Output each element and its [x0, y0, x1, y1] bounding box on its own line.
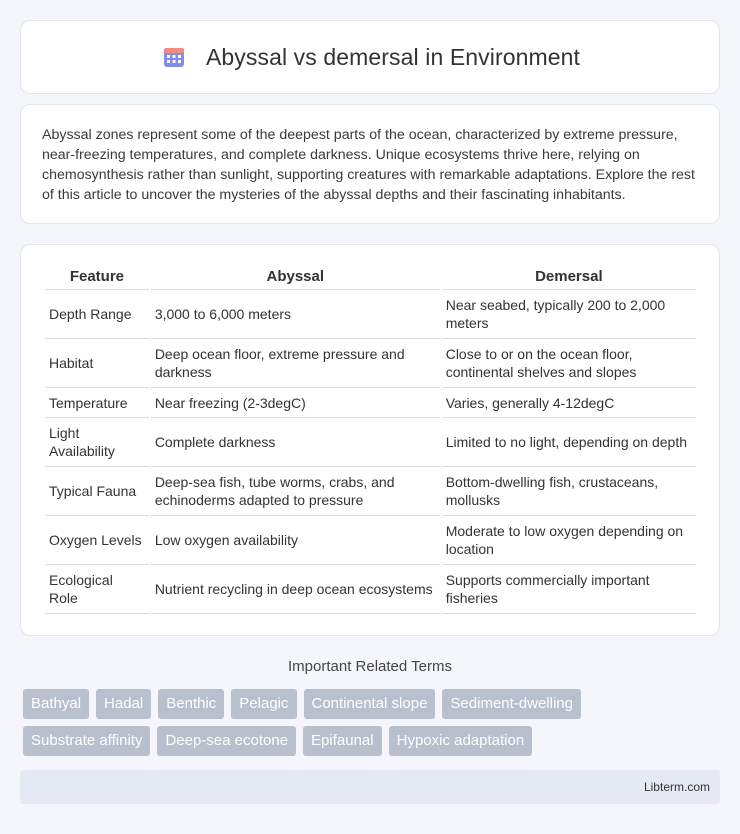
tag-continental-slope[interactable]: Continental slope — [304, 689, 436, 719]
tag-epifaunal[interactable]: Epifaunal — [303, 726, 382, 756]
table-row — [45, 290, 696, 339]
table-row — [45, 467, 696, 516]
related-terms-title: Important Related Terms — [288, 658, 452, 675]
row-demersal: Close to or on the ocean floor, continental shelves and slopes — [442, 339, 696, 388]
row-feature: Typical Fauna — [45, 467, 149, 516]
row-demersal: Varies, generally 4-12degC — [442, 388, 696, 418]
header-card — [20, 20, 720, 94]
row-feature: Oxygen Levels — [45, 516, 149, 565]
tag-bathyal[interactable]: Bathyal — [23, 689, 89, 719]
table-row — [45, 516, 696, 565]
footer — [20, 770, 720, 804]
header-feature: Feature — [45, 265, 149, 290]
comparison-table — [43, 265, 698, 614]
tag-benthic[interactable]: Benthic — [158, 689, 224, 719]
tag-row — [23, 689, 723, 719]
calendar-icon — [160, 43, 188, 71]
row-demersal: Moderate to low oxygen depending on location — [442, 516, 696, 565]
table-row — [45, 565, 696, 614]
row-feature: Depth Range — [45, 290, 149, 339]
table-row — [45, 388, 696, 418]
row-abyssal: Nutrient recycling in deep ocean ecosystems — [151, 565, 440, 614]
related-terms-tags — [23, 689, 723, 763]
table-header-row — [45, 265, 696, 290]
tag-row — [23, 726, 723, 756]
tag-pelagic[interactable]: Pelagic — [231, 689, 296, 719]
row-demersal: Near seabed, typically 200 to 2,000 meters — [442, 290, 696, 339]
tag-hadal[interactable]: Hadal — [96, 689, 151, 719]
tag-substrate-affinity[interactable]: Substrate affinity — [23, 726, 150, 756]
row-abyssal: Complete darkness — [151, 418, 440, 467]
intro-card — [20, 104, 720, 224]
row-feature: Habitat — [45, 339, 149, 388]
tag-hypoxic-adaptation[interactable]: Hypoxic adaptation — [389, 726, 533, 756]
title-wrap — [160, 43, 580, 71]
row-demersal: Limited to no light, depending on depth — [442, 418, 696, 467]
row-abyssal: Near freezing (2-3degC) — [151, 388, 440, 418]
row-feature: Light Availability — [45, 418, 149, 467]
header-abyssal: Abyssal — [151, 265, 440, 290]
row-abyssal: Deep-sea fish, tube worms, crabs, and echinoderms adapted to pressure — [151, 467, 440, 516]
row-feature: Ecological Role — [45, 565, 149, 614]
intro-text: Abyssal zones represent some of the deepest parts of the ocean, characterized by extreme pressure, near-freezing temperatures, and complete darkness. Unique ecosystems thrive here, relying on chemosynthesis rather than sunlight, supporting creatures with remarkable adaptations. Explore the rest of this article to uncover the mysteries of the abyssal depths and their fascinating inhabitants. — [42, 127, 695, 203]
tag-sediment-dwelling[interactable]: Sediment-dwelling — [442, 689, 581, 719]
tag-deep-sea-ecotone[interactable]: Deep-sea ecotone — [157, 726, 296, 756]
header-demersal: Demersal — [442, 265, 696, 290]
table-row — [45, 418, 696, 467]
row-demersal: Supports commercially important fisheries — [442, 565, 696, 614]
page-title: Abyssal vs demersal in Environment — [205, 43, 581, 70]
footer-brand-link[interactable]: Libterm.com — [643, 780, 710, 794]
row-abyssal: 3,000 to 6,000 meters — [151, 290, 440, 339]
row-abyssal: Low oxygen availability — [151, 516, 440, 565]
comparison-card — [20, 244, 720, 636]
row-demersal: Bottom-dwelling fish, crustaceans, mollusks — [442, 467, 696, 516]
row-abyssal: Deep ocean floor, extreme pressure and darkness — [151, 339, 440, 388]
table-row — [45, 339, 696, 388]
row-feature: Temperature — [45, 388, 149, 418]
